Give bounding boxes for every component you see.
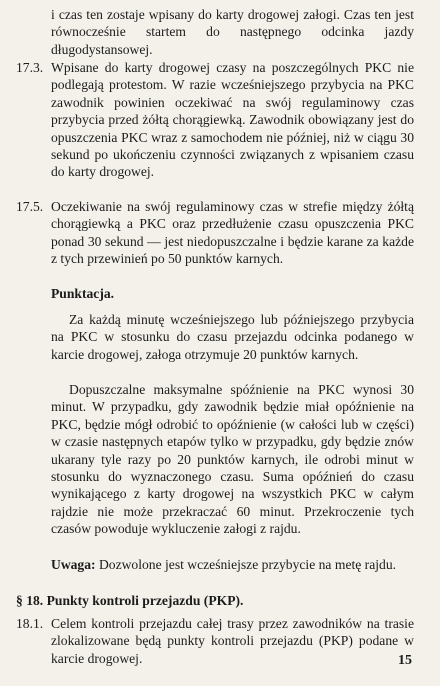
item-number: 17.5. xyxy=(16,199,44,214)
item-text: Celem kontroli przejazdu całej trasy przez zawodników na trasie zlokalizowane będą punkty kontroli przejazdu (PKP) podane w karcie drogowej. xyxy=(51,616,414,666)
item-17-3 xyxy=(16,59,414,181)
item-17-5 xyxy=(16,198,414,268)
uwaga-label: Uwaga: xyxy=(51,557,96,572)
item-18-1 xyxy=(16,615,414,667)
item-number: 17.3. xyxy=(16,60,44,75)
punktacja-paragraph-1: Za każdą minutę wcześniejszego lub późniejszego przybycia na PKC w stosunku do czasu przejazdu odcinka podanego w karcie drogowej, załoga otrzymuje 20 punktów karnych. xyxy=(51,312,414,362)
uwaga-note xyxy=(51,556,414,573)
item-text: Wpisane do karty drogowej czasy na poszczególnych PKC nie podlegają protestom. W razie wcześniejszego przybycia na PKC zawodnik powinien oczekiwać na swój regulaminowy czas przybycia przed żółtą chorągiewką. Zawodnik obowiązany jest do opuszczenia PKC wraz z samochodem nie później, niż w ciągu 30 sekund po ukończeniu czynności związanych z wpisaniem czasu do karty drogowej. xyxy=(51,60,414,180)
section-18-heading: § 18. Punkty kontroli przejazdu (PKP). xyxy=(16,593,244,608)
punktacja-heading: Punktacja. xyxy=(51,286,115,301)
punktacja-paragraph-2: Dopuszczalne maksymalne spóźnienie na PKC wynosi 30 minut. W przypadku, gdy zawodnik będzie miał opóźnienie na PKC, będzie mógł odrobić to opóźnienie (w całości lub w części) w czasie następnych etapów tylko w przypadku, gdy będzie znów ukarany tyle razy po 20 punktów karnych, ile odrobi minut w stosunku do wyznaczonego czasu. Suma opóźnień do czasu wynikającego z karty drogowej na wszystkich PKC w całym rajdzie nie może przekraczać 60 minut. Przekroczenie tych czasów powoduje wykluczenie załogi z rajdu. xyxy=(51,382,414,537)
item-number: 18.1. xyxy=(16,616,44,631)
intro-paragraph: i czas ten zostaje wpisany do karty drogowej załogi. Czas ten jest równocześnie startem do następnego odcinka jazdy długodystansowej. xyxy=(51,7,414,57)
item-text: Oczekiwanie na swój regulaminowy czas w strefie między żółtą chorągiewką a PKC oraz przedłużenie czasu opuszczenia PKC ponad 30 sekund — jest niedopuszczalne i będzie karane za każde z tych przewinień po 50 punktów karnych. xyxy=(51,199,414,267)
uwaga-text: Dozwolone jest wcześniejsze przybycie na metę rajdu. xyxy=(95,557,397,572)
page-number: 15 xyxy=(398,653,412,668)
